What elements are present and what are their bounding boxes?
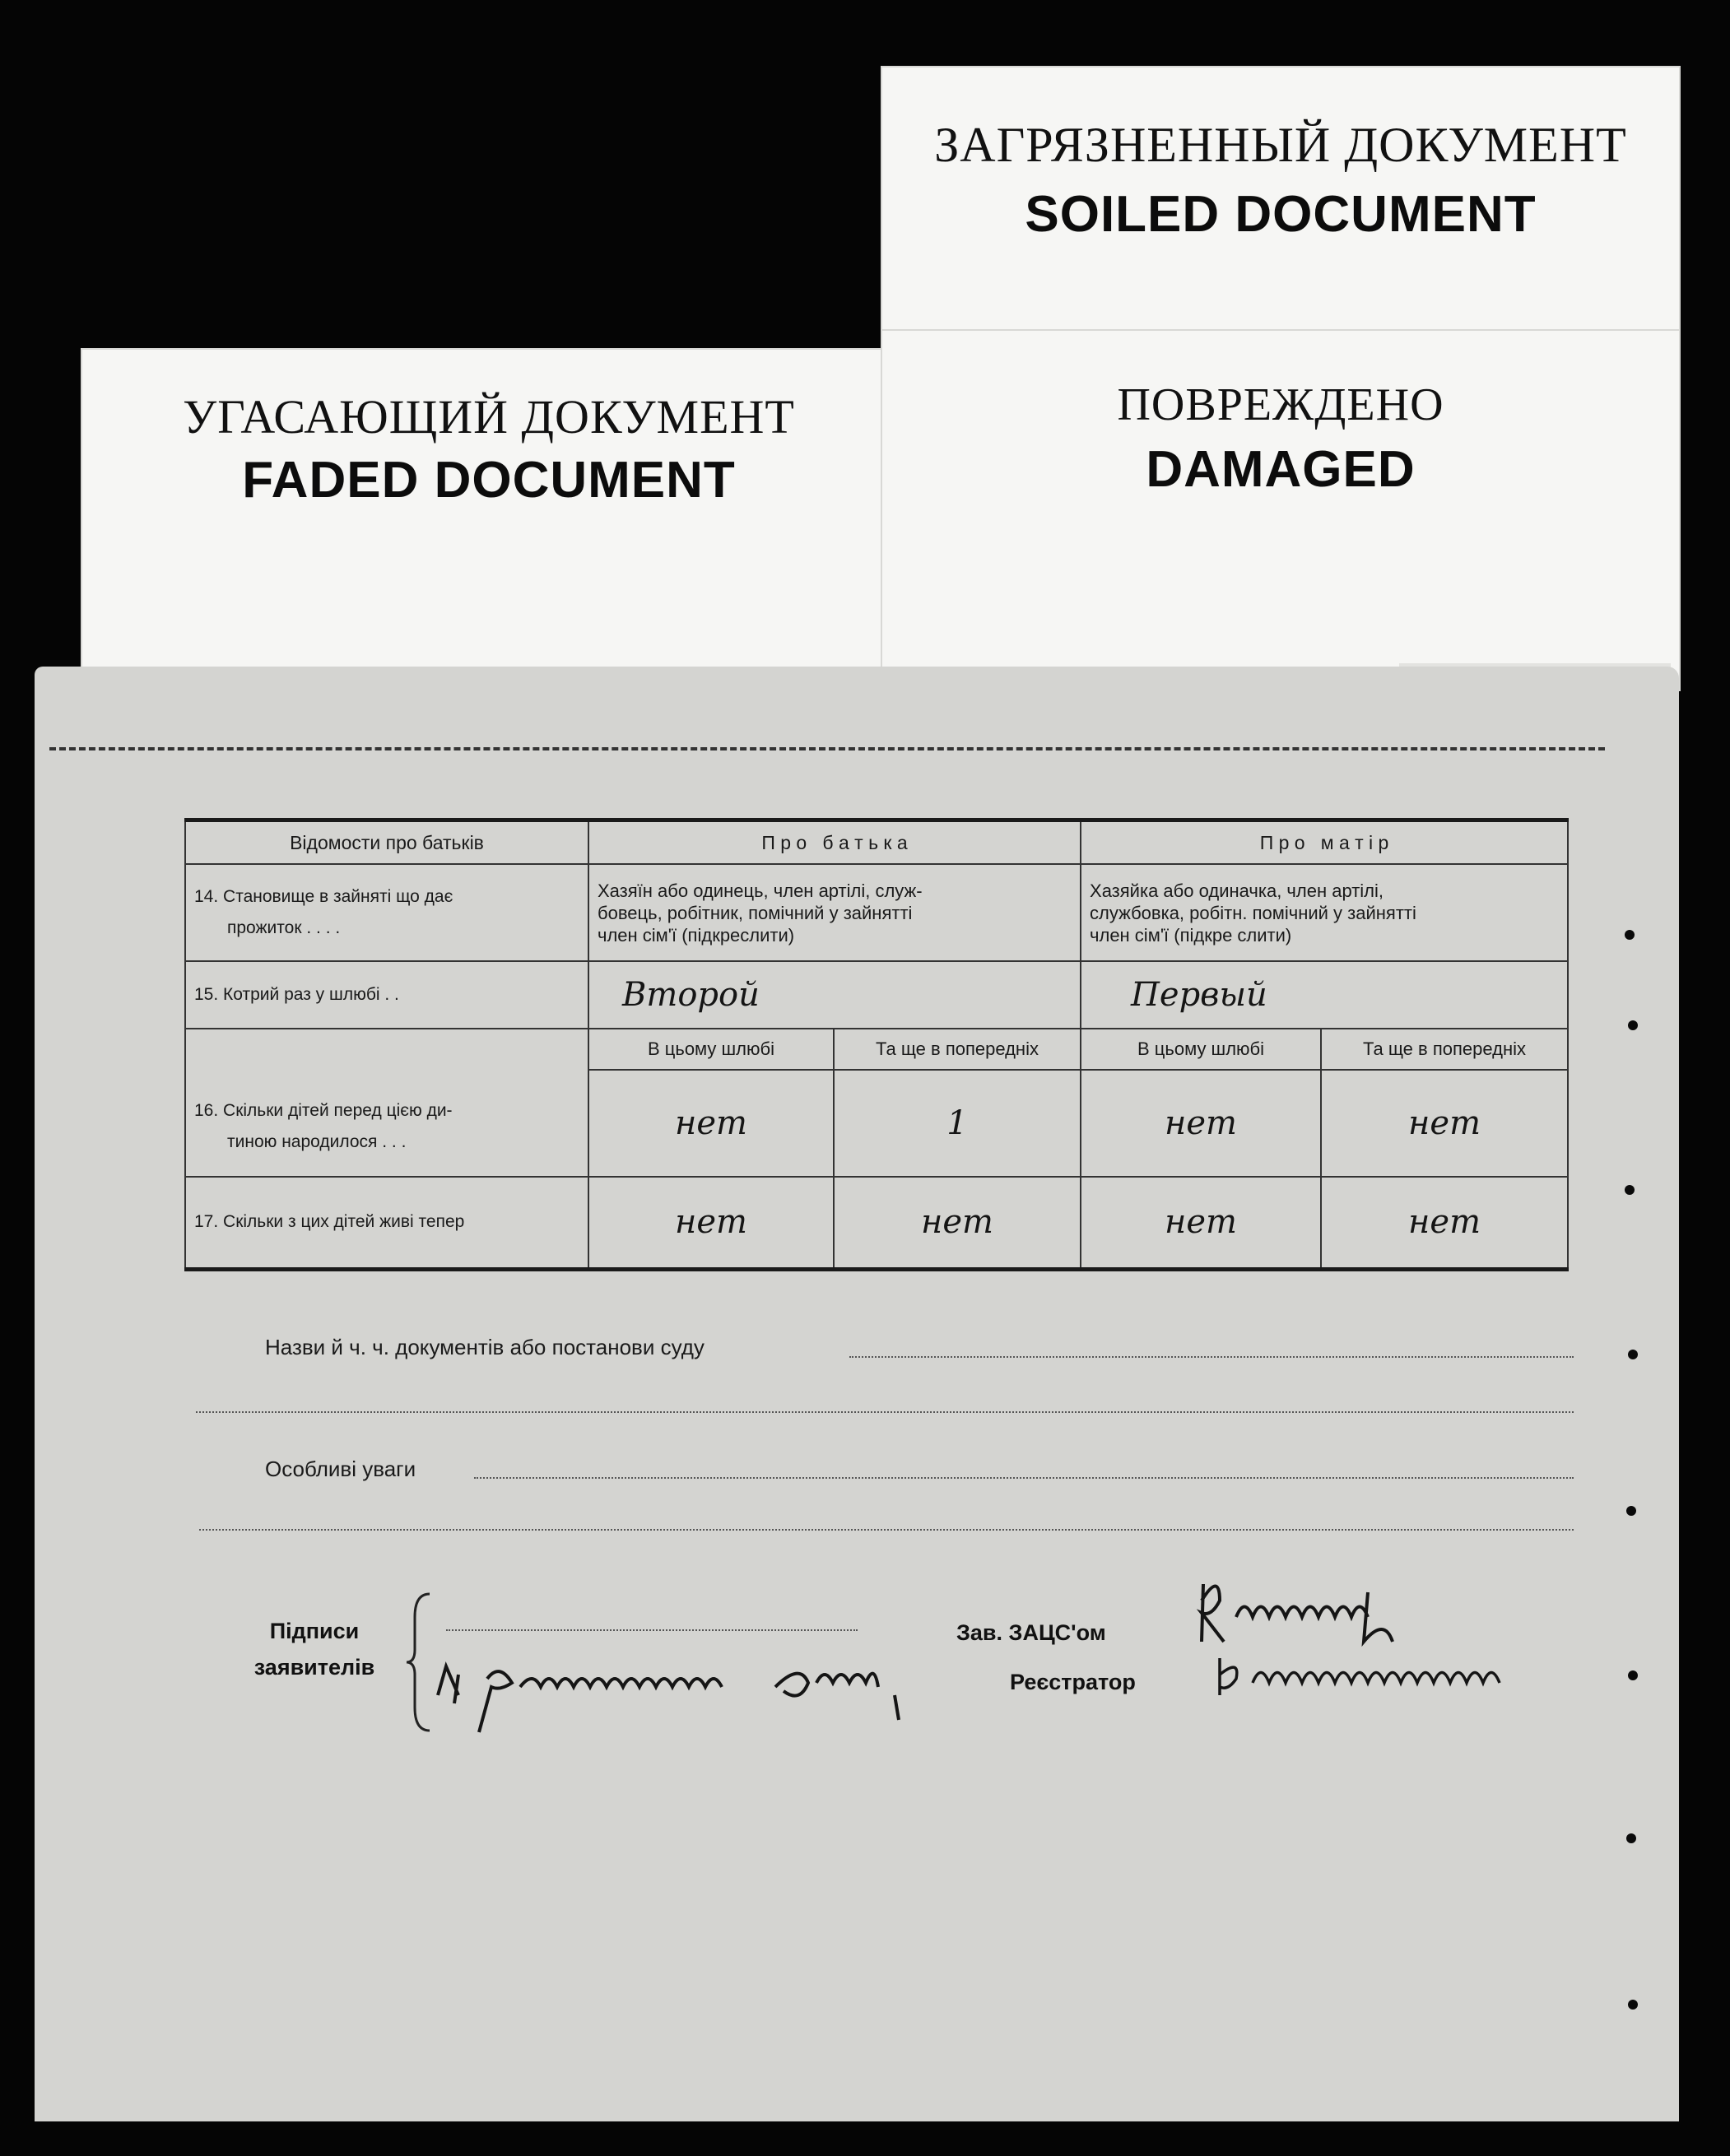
binding-hole (1626, 1833, 1636, 1843)
subheader-row (185, 1029, 1568, 1070)
binding-hole (1626, 1506, 1636, 1516)
row16-mother-this: нет (1081, 1070, 1321, 1177)
row17-father-prev: нет (834, 1177, 1081, 1269)
row14-father (588, 864, 1081, 961)
signatures-label-line2: заявителів (253, 1655, 375, 1680)
row17-father-this: нет (588, 1177, 834, 1269)
parents-info-table (184, 818, 1569, 1271)
faded-en-label: FADED DOCUMENT (242, 452, 736, 509)
binding-hole (1628, 2000, 1638, 2010)
table-header-row (185, 820, 1568, 865)
sub-father-prev: Та ще в попередніх (834, 1029, 1081, 1070)
applicant-signature-line (446, 1629, 858, 1631)
row-15 (185, 961, 1568, 1029)
registrar-label: Реєстратор (1010, 1670, 1136, 1694)
row14-label (185, 864, 588, 961)
row14-father-line1: Хазяїн або одинець, член артілі, служ- (598, 880, 923, 901)
damaged-card (881, 329, 1681, 691)
row16-label (185, 1029, 588, 1177)
signatures-label (249, 1613, 380, 1685)
row14-mother-line1: Хазяйка або одиначка, член артілі, (1090, 880, 1384, 901)
row14-mother-line3: член сім'ї (підкре слити) (1090, 924, 1292, 946)
sub-mother-this: В цьому шлюбі (1081, 1029, 1321, 1070)
soiled-en-label: SOILED DOCUMENT (1025, 186, 1537, 243)
header-mother: П р о м а т і р (1081, 820, 1568, 865)
row-14 (185, 864, 1568, 961)
row15-father-value: Второй (588, 961, 1081, 1029)
record-form-page (35, 667, 1679, 2121)
remarks-line-2 (199, 1529, 1574, 1531)
binding-hole (1625, 1185, 1635, 1195)
documents-label: Назви й ч. ч. документів або постанови суду (265, 1335, 705, 1359)
row15-label: 15. Котрий раз у шлюбі . . (185, 961, 588, 1029)
binding-hole (1628, 1020, 1638, 1030)
row14-father-line2: бовець, робітник, помічний у зайнятті (598, 902, 913, 923)
row14-father-line3: член сім'ї (підкреслити) (598, 924, 795, 946)
row17-mother-prev: нет (1321, 1177, 1568, 1269)
documents-line (849, 1356, 1574, 1358)
perforation-line (49, 747, 1605, 750)
row16-mother-prev: нет (1321, 1070, 1568, 1177)
row14-label-line2: прожиток . . . . (227, 918, 341, 937)
row16-label-line2: тиною народилося . . . (227, 1132, 407, 1151)
damaged-ru-label: ПОВРЕЖДЕНО (1117, 379, 1444, 430)
faded-ru-label: УГАСАЮЩИЙ ДОКУМЕНТ (183, 390, 795, 444)
row14-mother (1081, 864, 1568, 961)
sub-father-this: В цьому шлюбі (588, 1029, 834, 1070)
row15-mother-value: Первый (1081, 961, 1568, 1029)
row16-father-prev: 1 (834, 1070, 1081, 1177)
sub-mother-prev: Та ще в попередніх (1321, 1029, 1568, 1070)
row-17 (185, 1177, 1568, 1269)
soiled-ru-label: ЗАГРЯЗНЕННЫЙ ДОКУМЕНТ (934, 118, 1627, 172)
header-father: П р о б а т ь к а (588, 820, 1081, 865)
row14-mother-line2: службовка, робітн. помічний у зайнятті (1090, 902, 1416, 923)
damaged-en-label: DAMAGED (1146, 441, 1416, 498)
binding-hole (1628, 1670, 1638, 1680)
registrar-signature (1203, 1642, 1549, 1708)
binding-hole (1628, 1350, 1638, 1359)
header-parents-info: Відомости про батьків (185, 820, 588, 865)
row17-label: 17. Скільки з цих дітей живі тепер (185, 1177, 588, 1269)
row14-label-line1: 14. Становище в зайняті що дає (194, 887, 453, 906)
remarks-line (474, 1477, 1574, 1479)
head-label: Зав. ЗАЦС'ом (956, 1620, 1106, 1645)
remarks-label: Особливі уваги (265, 1457, 416, 1481)
documents-line-2 (196, 1411, 1574, 1413)
binding-hole (1625, 930, 1635, 940)
row16-label-line1: 16. Скільки дітей перед цією ди- (194, 1101, 453, 1120)
row16-father-this: нет (588, 1070, 834, 1177)
faded-document-card (81, 348, 897, 694)
signatures-label-line1: Підписи (269, 1619, 360, 1643)
row17-mother-this: нет (1081, 1177, 1321, 1269)
